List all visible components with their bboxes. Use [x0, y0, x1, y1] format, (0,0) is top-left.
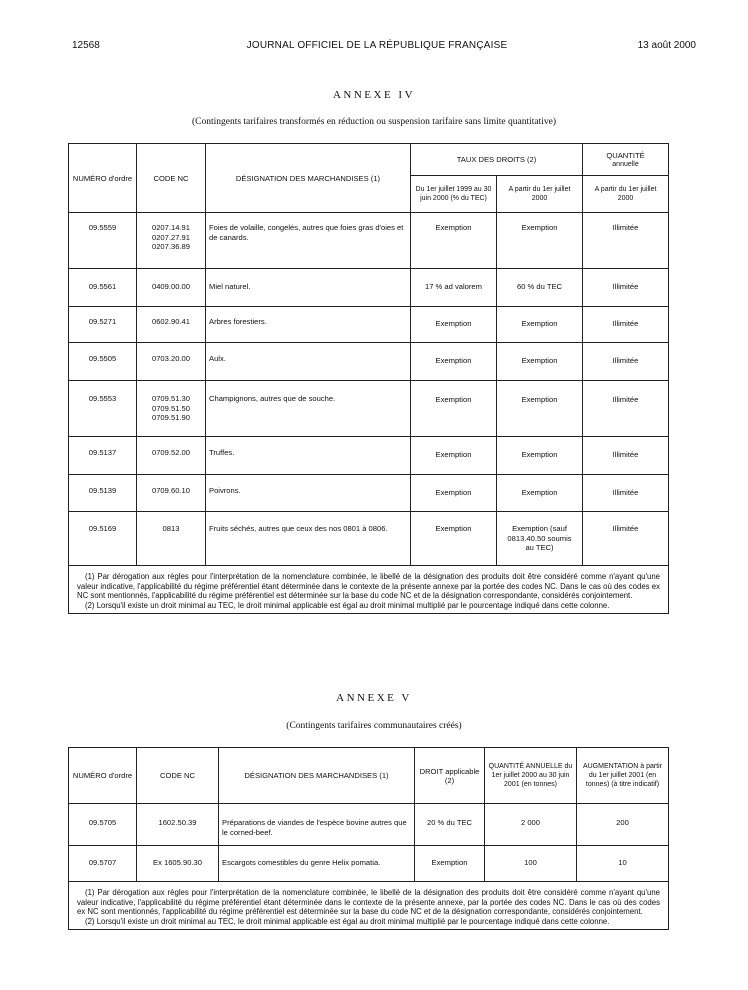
- page-header: [72, 40, 696, 54]
- col-quantite-label: QUANTITÉ: [606, 150, 645, 160]
- col-quantite-sub: annuelle: [612, 160, 639, 168]
- annex5-note-2: (2) Lorsqu'il existe un droit minimal au TEC, le droit minimal applicable est égal au droit minimal multiplié par le pourcentage indiqué dans cette colonne.: [85, 916, 610, 926]
- row-code: 0709.51.90: [151, 413, 190, 422]
- table-row: [69, 846, 669, 882]
- row-code: 0703.20.00: [151, 354, 190, 363]
- annex5-title: ANNEXE V: [336, 692, 412, 704]
- annex5-subtitle: (Contingents tarifaires communautaires créés): [286, 721, 462, 731]
- row-taux-b: Exemption (sauf 0813.40.50 soumis au TEC): [497, 512, 583, 566]
- col-taux-b-header: A partir du 1er juillet 2000: [497, 176, 583, 213]
- row-quantite: Illimitée: [583, 213, 669, 269]
- annex5-notes: [69, 882, 669, 930]
- row-codes: [137, 381, 206, 437]
- col-taux-a-header: Du 1er juillet 1999 au 30 juin 2000 (% du TEC): [411, 176, 497, 213]
- notes-row: [69, 566, 669, 614]
- row-augmentation: 10: [577, 846, 669, 882]
- table-row: [69, 213, 669, 269]
- col-augmentation-header: AUGMENTATION à partir du 1er juillet 2001 (en tonnes) (à titre indicatif): [577, 748, 669, 804]
- row-numero: 09.5505: [69, 343, 137, 381]
- annex4-subtitle: (Contingents tarifaires transformés en réduction ou suspension tarifaire sans limite quantitative): [191, 117, 557, 127]
- col-numero-header: NUMÉRO d'ordre: [69, 748, 137, 804]
- row-code: 0709.52.00: [151, 448, 190, 457]
- row-codes: [137, 269, 206, 307]
- row-quantite: Illimitée: [583, 475, 669, 512]
- row-taux-b: Exemption: [497, 475, 583, 512]
- table-row: [69, 269, 669, 307]
- row-codes: [137, 475, 206, 512]
- row-designation: Escargots comestibles du genre Helix pomatia.: [219, 846, 415, 882]
- row-designation: Foies de volaille, congelés, autres que foies gras d'oies et de canards.: [206, 213, 411, 269]
- row-codes: [137, 343, 206, 381]
- row-designation: Poivrons.: [206, 475, 411, 512]
- page-number: 12568: [72, 40, 100, 51]
- annex4-note-2: (2) Lorsqu'il existe un droit minimal au TEC, le droit minimal applicable est égal au droit minimal multiplié par le pourcentage indiqué dans cette colonne.: [85, 600, 610, 610]
- row-code: 1602.50.39: [137, 804, 219, 846]
- row-numero: 09.5707: [69, 846, 137, 882]
- col-quantite-c-header: A partir du 1er juillet 2000: [583, 176, 669, 213]
- annex5-note-1: (1) Par dérogation aux règles pour l'interprétation de la nomenclature combinée, le libellé de la désignation des produits doit être considéré comme n'ayant qu'une valeur indicative, l'applicabilité du régime préférentiel étant déterminée dans le contexte de la présente annexe, par la portée des codes NC. Dans le cas où des codes ex NC sont mentionnés, l'applicabilité du régime préférentiel est déterminée sur la base du code NC et de la désignation correspondante, considérés conjointement.: [77, 888, 660, 916]
- row-code: Ex 1605.90.30: [137, 846, 219, 882]
- row-code: 0813: [162, 524, 180, 533]
- table-row: [69, 475, 669, 512]
- row-numero: 09.5559: [69, 213, 137, 269]
- row-designation: Truffes.: [206, 437, 411, 475]
- row-quantite: Illimitée: [583, 269, 669, 307]
- col-quantite-header: QUANTITÉ ANNUELLE du 1er juillet 2000 au 30 juin 2001 (en tonnes): [485, 748, 577, 804]
- col-numero-header: NUMÉRO d'ordre: [69, 144, 137, 213]
- row-droit: Exemption: [415, 846, 485, 882]
- journal-title: JOURNAL OFFICIEL DE LA RÉPUBLIQUE FRANÇAISE: [246, 40, 508, 51]
- row-numero: 09.5705: [69, 804, 137, 846]
- row-taux-a: Exemption: [411, 512, 497, 566]
- row-code: 0709.51.30: [151, 394, 190, 403]
- col-quantite-header: [583, 144, 669, 176]
- annex4-table: [68, 143, 669, 614]
- row-augmentation: 200: [577, 804, 669, 846]
- row-taux-a: Exemption: [411, 343, 497, 381]
- row-code: 0409.00.00: [151, 282, 190, 291]
- row-taux-a: Exemption: [411, 381, 497, 437]
- table-row: [69, 804, 669, 846]
- row-quantite: 2 000: [485, 804, 577, 846]
- row-taux-b: Exemption: [497, 307, 583, 343]
- row-numero: 09.5271: [69, 307, 137, 343]
- col-designation-header: DÉSIGNATION DES MARCHANDISES (1): [219, 748, 415, 804]
- row-quantite: Illimitée: [583, 343, 669, 381]
- row-taux-a: Exemption: [411, 213, 497, 269]
- col-designation-header: DÉSIGNATION DES MARCHANDISES (1): [206, 144, 411, 213]
- row-code: 0207.36.89: [151, 242, 190, 251]
- row-taux-b: Exemption: [497, 343, 583, 381]
- annex5-table: [68, 747, 669, 930]
- row-code: 0207.27.91: [151, 232, 190, 242]
- row-codes: [137, 213, 206, 269]
- row-numero: 09.5137: [69, 437, 137, 475]
- col-code-header: CODE NC: [137, 748, 219, 804]
- issue-date: 13 août 2000: [637, 40, 696, 51]
- row-designation: Miel naturel.: [206, 269, 411, 307]
- table-row: [69, 343, 669, 381]
- row-numero: 09.5139: [69, 475, 137, 512]
- annex4-title: ANNEXE IV: [332, 89, 416, 101]
- row-designation: Préparations de viandes de l'espèce bovine autres que le corned-beef.: [219, 804, 415, 846]
- row-taux-a: 17 % ad valorem: [411, 269, 497, 307]
- row-numero: 09.5553: [69, 381, 137, 437]
- row-numero: 09.5169: [69, 512, 137, 566]
- table-row: [69, 307, 669, 343]
- row-quantite: Illimitée: [583, 381, 669, 437]
- notes-row: [69, 882, 669, 930]
- table-row: [69, 437, 669, 475]
- row-code: 0207.14.91: [151, 223, 190, 232]
- row-quantite: Illimitée: [583, 512, 669, 566]
- row-designation: Champignons, autres que de souche.: [206, 381, 411, 437]
- row-quantite: 100: [485, 846, 577, 882]
- row-taux-b: Exemption: [497, 213, 583, 269]
- row-codes: [137, 307, 206, 343]
- row-codes: [137, 512, 206, 566]
- col-code-header: CODE NC: [137, 144, 206, 213]
- row-taux-b: 60 % du TEC: [497, 269, 583, 307]
- annex4-notes: [69, 566, 669, 614]
- row-droit: 20 % du TEC: [415, 804, 485, 846]
- row-designation: Aulx.: [206, 343, 411, 381]
- row-taux-a: Exemption: [411, 437, 497, 475]
- row-quantite: Illimitée: [583, 437, 669, 475]
- row-designation: Fruits séchés, autres que ceux des nos 0801 à 0806.: [206, 512, 411, 566]
- row-taux-a: Exemption: [411, 307, 497, 343]
- row-taux-b: Exemption: [497, 381, 583, 437]
- annex4-note-1: (1) Par dérogation aux règles pour l'interprétation de la nomenclature combinée, le libellé de la désignation des produits doit être considéré comme n'ayant qu'une valeur indicative, l'applicabilité du régime préférentiel étant déterminée dans le contexte de la présente annexe par la portée des codes NC. Dans le cas où des codes ex NC sont mentionnés, l'applicabilité du régime préférentiel est déterminée sur la base du code NC et de la désignation correspondante, considérés conjointement.: [77, 572, 661, 600]
- row-taux-b: Exemption: [497, 437, 583, 475]
- row-codes: [137, 437, 206, 475]
- row-designation: Arbres forestiers.: [206, 307, 411, 343]
- row-taux-a: Exemption: [411, 475, 497, 512]
- row-code: 0709.51.50: [151, 403, 190, 413]
- col-droit-header: DROIT applicable (2): [415, 748, 485, 804]
- table-row: [69, 512, 669, 566]
- row-code: 0602.90.41: [151, 317, 190, 326]
- table-row: [69, 381, 669, 437]
- row-numero: 09.5561: [69, 269, 137, 307]
- row-code: 0709.60.10: [151, 486, 190, 495]
- row-quantite: Illimitée: [583, 307, 669, 343]
- col-taux-header: TAUX DES DROITS (2): [411, 144, 583, 176]
